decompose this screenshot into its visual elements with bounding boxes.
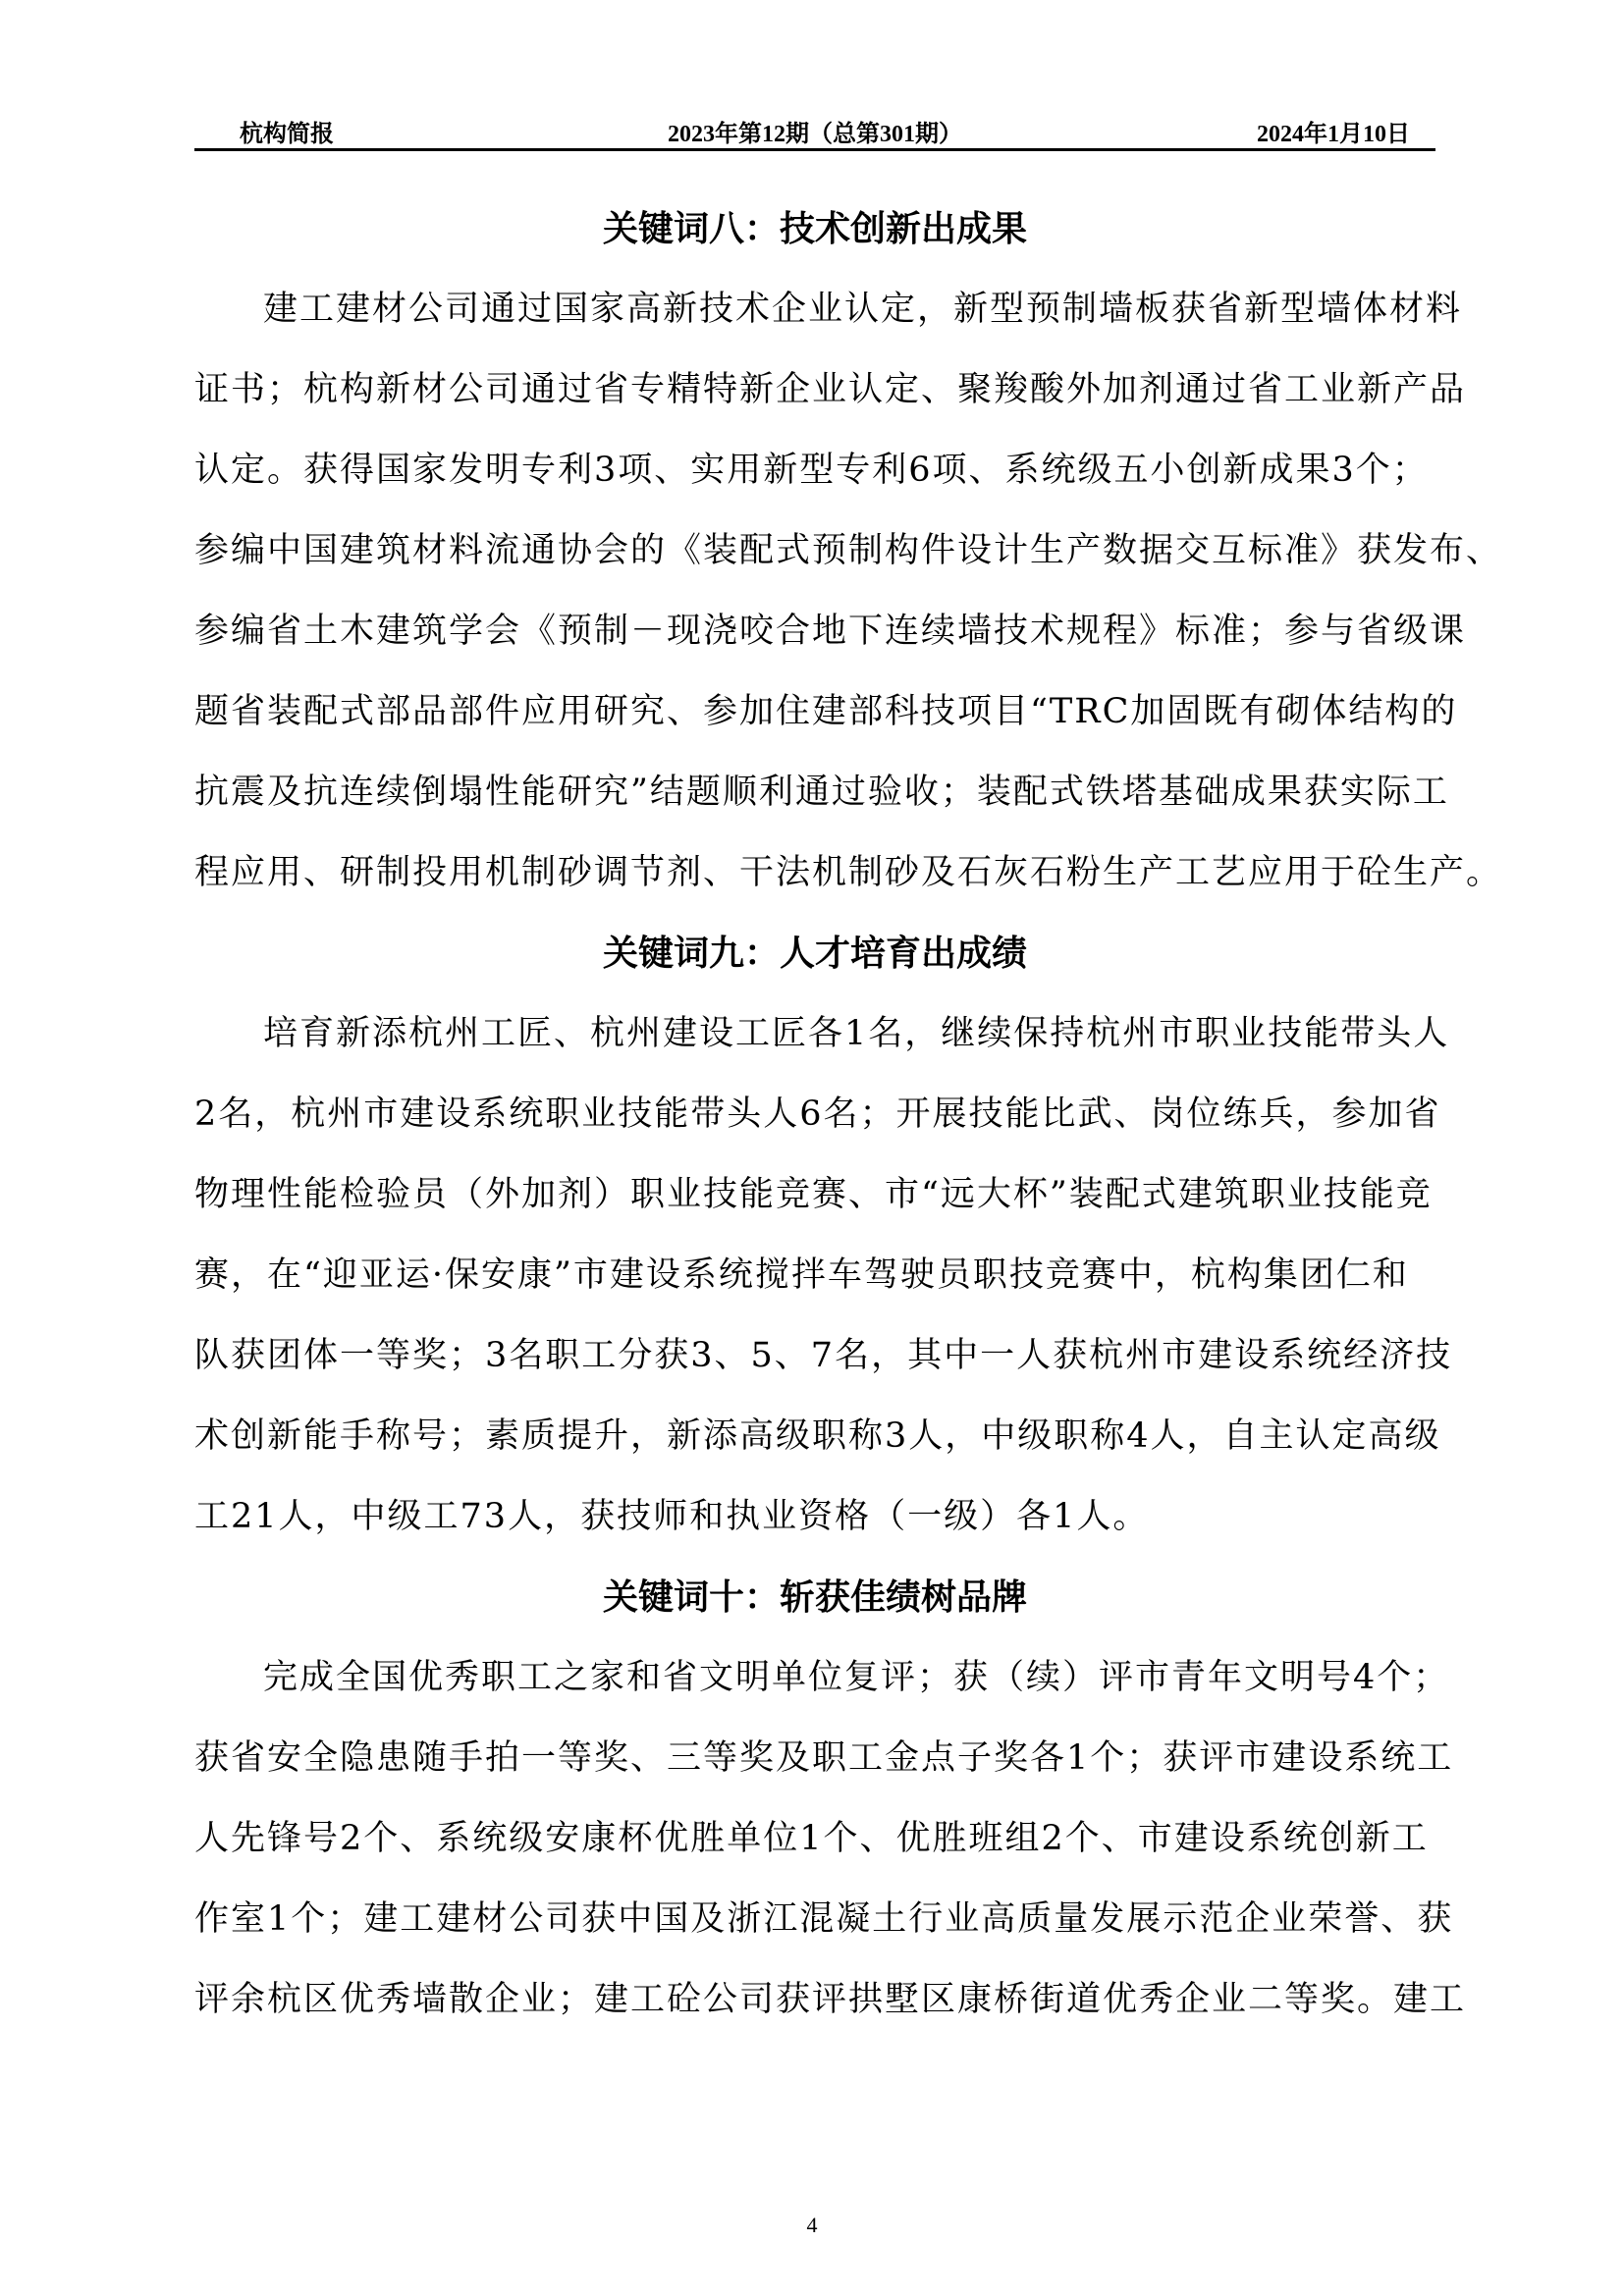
section-paragraph [194, 993, 1453, 1557]
paragraph-line: 题省装配式部品部件应用研究、参加住建部科技项目“TRC加固既有砌体结构的 [194, 692, 1458, 731]
header-rule [194, 148, 1435, 151]
running-header [194, 110, 1435, 147]
paragraph-line: 物理性能检验员（外加剂）职业技能竞赛、市“远大杯”装配式建筑职业技能竞 [194, 1175, 1433, 1214]
paragraph-line: 评余杭区优秀墙散企业；建工砼公司获评拱墅区康桥街道优秀企业二等奖。建工 [194, 1980, 1467, 2019]
section-heading: 关键词八：技术创新出成果 [602, 208, 1027, 249]
header-publication-name: 杭构简报 [240, 122, 334, 147]
document-body [194, 188, 1503, 2040]
paragraph-line: 培育新添杭州工匠、杭州建设工匠各1名，继续保持杭州市职业技能带头人 [263, 1014, 1450, 1053]
paragraph-line: 完成全国优秀职工之家和省文明单位复评；获（续）评市青年文明号4个； [263, 1658, 1450, 1697]
paragraph-line: 人先锋号2个、系统级安康杯优胜单位1个、优胜班组2个、市建设系统创新工 [194, 1819, 1429, 1858]
section-paragraph [194, 1637, 1467, 2040]
paragraph-line: 建工建材公司通过国家高新技术企业认定，新型预制墙板获省新型墙体材料 [263, 290, 1463, 329]
paragraph-line: 证书；杭构新材公司通过省专精特新企业认定、聚羧酸外加剂通过省工业新产品 [194, 370, 1467, 409]
paragraph-line: 队获团体一等奖；3名职工分获3、5、7名，其中一人获杭州市建设系统经济技 [194, 1336, 1453, 1375]
paragraph-line: 参编省土木建筑学会《预制－现浇咬合地下连续墙技术规程》标准；参与省级课 [194, 612, 1467, 651]
paragraph-line: 认定。获得国家发明专利3项、实用新型专利6项、系统级五小创新成果3个； [194, 451, 1429, 490]
section-heading: 关键词十：斩获佳绩树品牌 [602, 1576, 1027, 1618]
section-heading: 关键词九：人才培育出成绩 [602, 933, 1027, 974]
paragraph-line: 作室1个；建工建材公司获中国及浙江混凝土行业高质量发展示范企业荣誉、获 [194, 1899, 1454, 1939]
paragraph-line: 2名，杭州市建设系统职业技能带头人6名；开展技能比武、岗位练兵，参加省 [194, 1095, 1441, 1134]
paragraph-line: 程应用、研制投用机制砂调节剂、干法机制砂及石灰石粉生产工艺应用于砼生产。 [194, 853, 1503, 892]
section-paragraph [194, 269, 1503, 913]
header-issue-number: 2023年第12期（总第301期） [668, 122, 962, 147]
page-number: 4 [806, 2213, 818, 2237]
paragraph-line: 术创新能手称号；素质提升，新添高级职称3人，中级职称4人，自主认定高级 [194, 1416, 1441, 1456]
paragraph-line: 抗震及抗连续倒塌性能研究”结题顺利通过验收；装配式铁塔基础成果获实际工 [194, 773, 1449, 812]
paragraph-line: 参编中国建筑材料流通协会的《装配式预制构件设计生产数据交互标准》获发布、 [194, 531, 1503, 570]
paragraph-line: 获省安全隐患随手拍一等奖、三等奖及职工金点子奖各1个；获评市建设系统工 [194, 1738, 1454, 1778]
paragraph-line: 赛，在“迎亚运·保安康”市建设系统搅拌车驾驶员职技竞赛中，杭构集团仁和 [194, 1255, 1409, 1295]
paragraph-line: 工21人，中级工73人，获技师和执业资格（一级）各1人。 [194, 1497, 1150, 1536]
header-date: 2024年1月10日 [1257, 122, 1410, 147]
